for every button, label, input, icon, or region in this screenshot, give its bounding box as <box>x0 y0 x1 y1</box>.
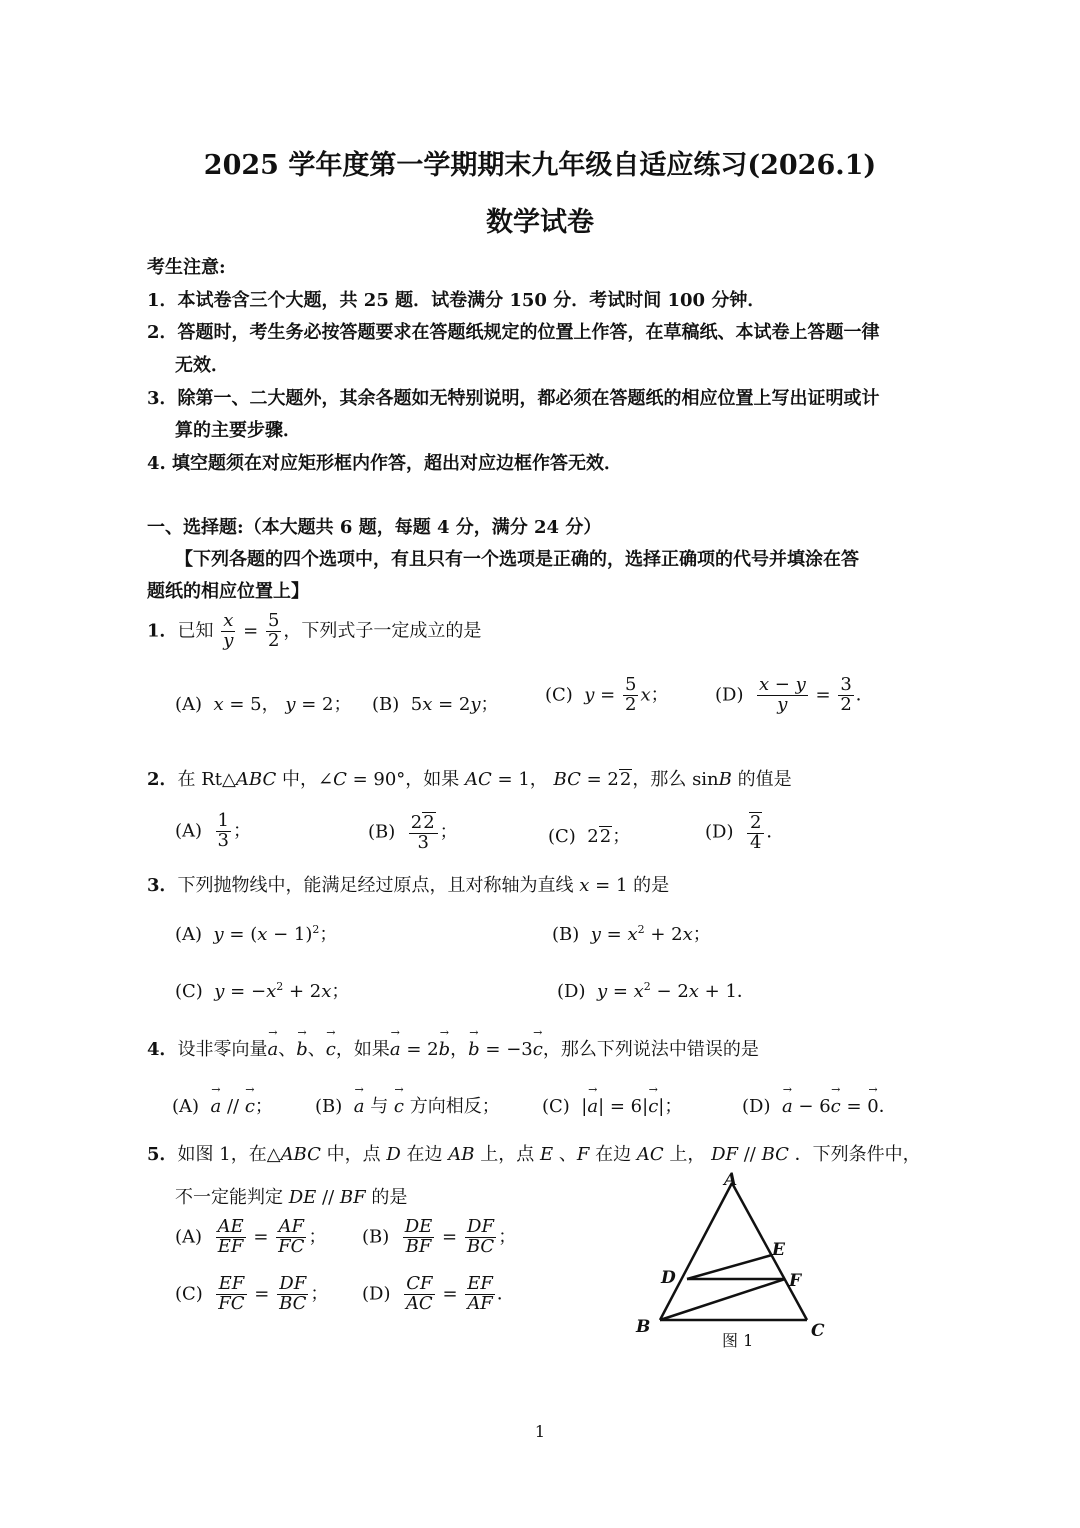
section-instruction-1: 【下列各题的四个选项中，有且只有一个选项是正确的，选择正确项的代号并填涂在答 <box>175 549 859 570</box>
notice-item-3-cont: 算的主要步骤． <box>175 420 301 441</box>
question-2-option-b: (B) $\frac{22}{3}$ ； <box>368 812 458 853</box>
question-3-option-b: (B) $y = x^2 + 2x$； <box>552 923 711 945</box>
question-1-option-a: (A) x = 5， y = 2； <box>175 694 352 715</box>
notice-item-2-cont: 无效． <box>175 355 229 376</box>
question-1-option-c: (C) y = $\frac{5}{2}$ x； <box>545 674 669 715</box>
question-4-option-d: (D) → a − 6→ c = → 0． <box>742 1092 897 1118</box>
question-5-number: 5． <box>147 1144 178 1165</box>
question-4-stem: 4．设非零向量→ a、→ b、→ c，如果→ a = 2→ b，→ b = −3→ c，那么下列说法中错误的是 <box>147 1035 759 1061</box>
question-3-option-c: (C) $y = -x^2 + 2x$； <box>175 980 350 1002</box>
question-1-post: ，下列式子一定成立的是 <box>283 620 482 642</box>
question-2-option-a: (A) $\frac{1}{3}$ ； <box>175 810 251 851</box>
question-1-pre: 已知 <box>177 620 214 642</box>
label-c: C <box>811 1321 825 1341</box>
question-2-option-c: (C) 22； <box>548 826 631 847</box>
question-3-option-d: (D) $y = x^2 - 2x + 1$． <box>557 980 755 1002</box>
question-2-stem: 2．在 Rt△ABC 中，∠C = 90°，如果 AC = 1， BC = 22，那么 sinB 的值是 <box>147 769 792 790</box>
section-instruction-2: 题纸的相应位置上】 <box>147 581 309 602</box>
question-5-stem-line2: 不一定能判定 DE // BF 的是 <box>175 1187 408 1208</box>
section-heading: 一、选择题:（本大题共 6 题，每题 4 分，满分 24 分） <box>147 517 602 538</box>
notice-heading: 考生注意: <box>147 257 226 278</box>
question-2-number: 2． <box>147 769 178 790</box>
notice-item-3: 3．除第一、二大题外，其余各题如无特别说明，都必须在答题纸的相应位置上写出证明或计 <box>147 388 880 409</box>
question-5-option-a: (A) $\frac{AE}{EF}$ = $\frac{AF}{FC}$ ； <box>175 1216 327 1257</box>
page-title-line1: 2025 学年度第一学期期末九年级自适应练习(2026.1) <box>203 150 877 181</box>
question-5-option-c: (C) $\frac{EF}{FC}$ = $\frac{DF}{BC}$ ； <box>175 1273 329 1314</box>
question-4-option-c: (C) |→ a| = 6|→ c|； <box>542 1092 682 1118</box>
page-title-line2: 数学试卷 <box>486 207 594 238</box>
question-5-option-d: (D) $\frac{CF}{AC}$ = $\frac{EF}{AF}$ ． <box>362 1273 515 1314</box>
page-number: 1 <box>534 1422 546 1441</box>
question-2-option-d: (D) $\frac{2}{4}$ ． <box>705 812 785 853</box>
question-3-number: 3． <box>147 875 178 896</box>
label-b: B <box>636 1317 651 1337</box>
question-3-option-a: (A) $y = (x - 1)^2$； <box>175 923 338 945</box>
segment-ac <box>732 1183 807 1320</box>
question-3-stem: 3．下列抛物线中，能满足经过原点，且对称轴为直线 x = 1 的是 <box>147 875 670 896</box>
notice-item-1: 1．本试卷含三个大题，共 25 题．试卷满分 150 分．考试时间 100 分钟． <box>147 290 766 311</box>
label-f: F <box>789 1271 802 1291</box>
question-1-option-b: (B) 5x = 2y； <box>372 694 499 715</box>
label-e: E <box>772 1240 785 1260</box>
question-1-option-d: (D) $\frac{x - y}{y}$ = $\frac{3}{2}$ ． <box>715 674 874 715</box>
question-4-number: 4． <box>147 1039 178 1060</box>
question-4-option-b: (B) → a 与 → c 方向相反； <box>315 1092 500 1118</box>
question-1-stem: 1．已知 $\frac{x}{y}$ = $\frac{5}{2}$ ，下列式子一定成立的是 <box>147 610 482 651</box>
question-5-option-b: (B) $\frac{DE}{BF}$ = $\frac{DF}{BC}$ ； <box>362 1216 517 1257</box>
segment-de <box>687 1255 772 1279</box>
question-5-stem-line1: 5．如图 1，在△ABC 中，点 D 在边 AB 上，点 E 、F 在边 AC 上， DF // BC ．下列条件中， <box>147 1144 921 1165</box>
question-4-option-a: (A) → a // → c； <box>172 1092 273 1118</box>
notice-item-2: 2．答题时，考生务必按答题要求在答题纸规定的位置上作答，在草稿纸、本试卷上答题一律 <box>147 322 880 343</box>
notice-item-4: 4. 填空题须在对应矩形框内作答，超出对应边框作答无效． <box>147 453 623 474</box>
figure-caption: 图 1 <box>722 1331 754 1350</box>
question-1-number: 1． <box>147 620 178 642</box>
figure-1-triangle <box>620 1165 840 1365</box>
label-a: A <box>724 1170 738 1190</box>
label-d: D <box>661 1268 676 1288</box>
